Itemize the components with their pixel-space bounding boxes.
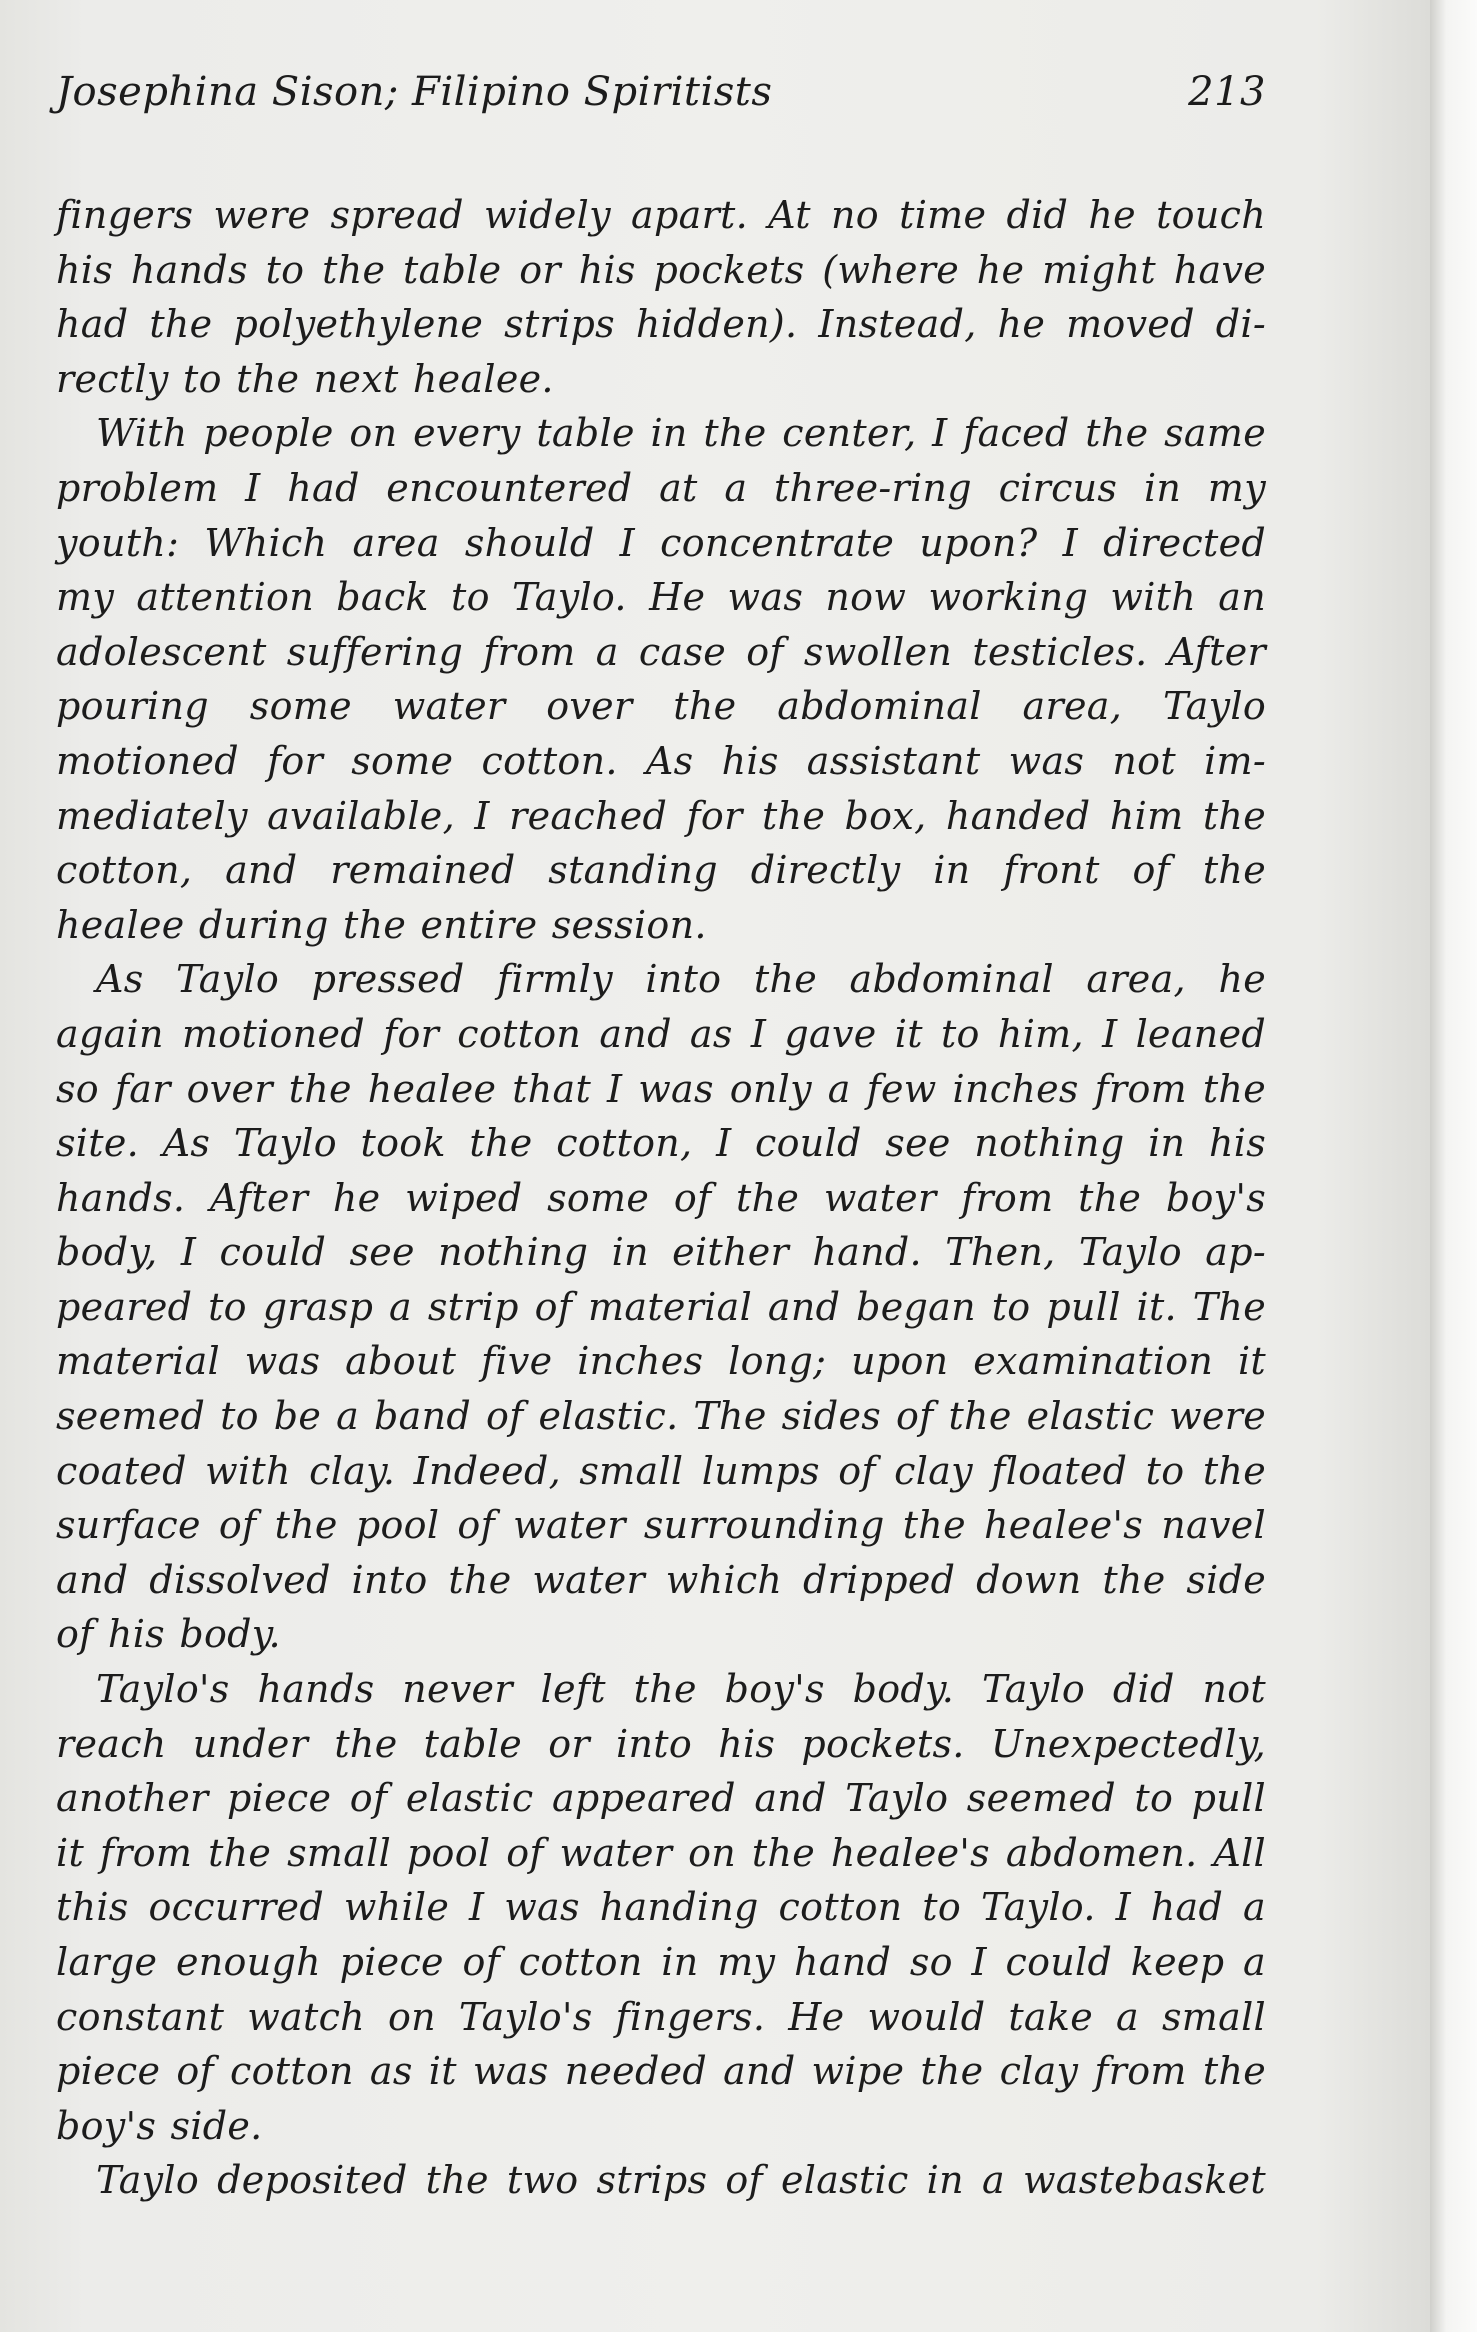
text-line: another piece of elastic appeared and Taylo seemed to pull: [56, 1776, 1266, 1821]
text-line: body, I could see nothing in either hand. Then, Taylo ap-: [56, 1230, 1266, 1275]
page-number: 213: [1188, 69, 1266, 115]
text-line: had the polyethylene strips hidden). Instead, he moved di-: [56, 302, 1266, 347]
text-line: problem I had encountered at a three-ring circus in my: [56, 465, 1266, 510]
text-line: healee during the entire session.: [56, 902, 707, 947]
text-line: boy's side.: [56, 2103, 263, 2148]
text-line: site. As Taylo took the cotton, I could see nothing in his: [56, 1121, 1266, 1166]
text-line: cotton, and remained standing directly in front of the: [56, 848, 1266, 893]
text-line: piece of cotton as it was needed and wipe the clay from the: [56, 2049, 1266, 2094]
text-line: coated with clay. Indeed, small lumps of clay floated to the: [56, 1448, 1266, 1493]
text-line: pouring some water over the abdominal area, Taylo: [56, 684, 1266, 729]
text-line: Taylo's hands never left the boy's body. Taylo did not: [96, 1667, 1266, 1712]
text-line: his hands to the table or his pockets (where he might have: [56, 247, 1266, 292]
text-line: Taylo deposited the two strips of elastic in a wastebasket: [96, 2158, 1266, 2203]
text-line: so far over the healee that I was only a few inches from the: [56, 1066, 1266, 1111]
text-line: With people on every table in the center, I faced the same: [96, 411, 1266, 456]
text-line: youth: Which area should I concentrate upon? I directed: [56, 520, 1266, 565]
text-line: this occurred while I was handing cotton to Taylo. I had a: [56, 1885, 1266, 1930]
text-line: seemed to be a band of elastic. The sides of the elastic were: [56, 1394, 1266, 1439]
text-line: large enough piece of cotton in my hand so I could keep a: [56, 1940, 1266, 1984]
text-line: and dissolved into the water which dripped down the side: [56, 1557, 1266, 1602]
body-text: [56, 188, 1266, 2208]
text-line: As Taylo pressed firmly into the abdominal area, he: [96, 957, 1266, 1002]
text-line: it from the small pool of water on the healee's abdomen. All: [56, 1830, 1266, 1875]
page-edge: [1430, 0, 1477, 2332]
text-line: fingers were spread widely apart. At no time did he touch: [56, 193, 1266, 237]
running-title: Josephina Sison; Filipino Spiritists: [56, 69, 773, 115]
text-line: my attention back to Taylo. He was now working with an: [56, 575, 1266, 620]
text-line: material was about five inches long; upon examination it: [56, 1339, 1266, 1384]
text-line: again motioned for cotton and as I gave it to him, I leaned: [56, 1011, 1266, 1056]
text-line: peared to grasp a strip of material and began to pull it. The: [56, 1284, 1266, 1329]
text-line: rectly to the next healee.: [56, 356, 554, 401]
text-line: constant watch on Taylo's fingers. He would take a small: [56, 1994, 1266, 2039]
text-line: mediately available, I reached for the box, handed him the: [56, 793, 1266, 838]
text-line: surface of the pool of water surrounding the healee's navel: [56, 1503, 1266, 1548]
text-line: motioned for some cotton. As his assistant was not im-: [56, 738, 1266, 783]
running-head: [56, 62, 1266, 122]
text-line: of his body.: [56, 1612, 281, 1657]
text-line: hands. After he wiped some of the water from the boy's: [56, 1175, 1266, 1220]
text-line: reach under the table or into his pockets. Unexpectedly,: [56, 1721, 1266, 1766]
text-line: adolescent suffering from a case of swollen testicles. After: [56, 629, 1266, 674]
